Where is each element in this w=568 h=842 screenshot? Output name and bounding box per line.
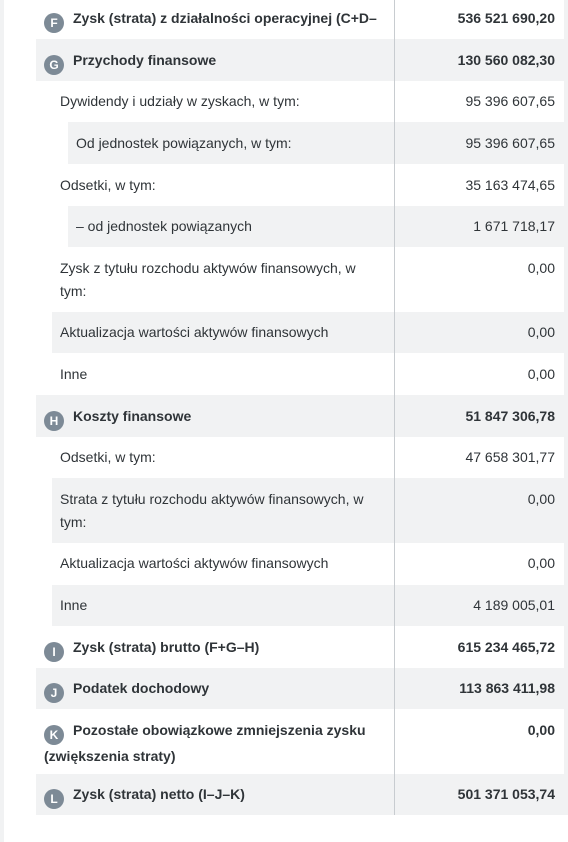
row-value: 501 371 053,74 [457,786,555,802]
row-value: 47 658 301,77 [465,449,555,465]
row-value: 95 396 607,65 [465,93,555,109]
row-label: – od jednostek powiązanych [76,218,252,234]
row-label: Zysk (strata) z działalności operacyjnej (C+D– [73,10,377,26]
row-letter-badge: J [44,683,64,703]
table-row-k [36,709,564,774]
row-label: Odsetki, w tym: [60,177,156,193]
column-divider [394,0,395,815]
table-row-h [36,395,564,437]
row-value: 0,00 [527,722,555,738]
row-value: 4 189 005,01 [473,597,555,613]
row-label: Aktualizacja wartości aktywów finansowych [60,555,329,571]
row-value: 113 863 411,98 [459,680,555,696]
table-row-cost-other [52,585,564,626]
table-row-dividends [36,81,564,122]
row-value: 0,00 [527,555,555,571]
table-row-disposal-gain [36,247,564,312]
table-row-other [36,353,564,395]
row-label: Dywidendy i udziały w zyskach, w tym: [60,93,300,109]
table-row-g [36,39,564,81]
row-label: Podatek dochodowy [73,680,210,696]
row-value: 0,00 [527,324,555,340]
table-row-f [36,0,564,36]
row-label: Pozostałe obowiązkowe zmniejszenia zysku (zwiększenia straty) [44,722,366,764]
row-label: Zysk (strata) brutto (F+G–H) [73,639,260,655]
row-label: Przychody finansowe [73,52,217,68]
table-row-cost-interest [36,437,564,478]
table-row-interest [36,164,564,206]
row-value: 0,00 [527,260,555,276]
table-row-i [36,626,564,668]
row-label: Zysk z tytułu rozchodu aktywów finansowych, w tym: [60,260,356,299]
row-value: 0,00 [527,366,555,382]
row-letter-badge: I [44,642,64,662]
row-letter-badge: F [44,13,64,33]
row-value: 95 396 607,65 [465,135,555,151]
row-value: 130 560 082,30 [457,52,555,68]
row-value: 35 163 474,65 [465,177,555,193]
table-row-dividends-related [68,122,564,164]
row-value: 615 234 465,72 [457,639,555,655]
row-label: Koszty finansowe [73,408,192,424]
row-label: Strata z tytułu rozchodu aktywów finansowych, w tym: [60,491,364,530]
row-value: 536 521 690,20 [457,10,555,26]
table-row-cost-revaluation [36,543,564,585]
row-letter-badge: H [44,411,64,431]
table-row-revaluation [52,312,564,353]
row-letter-badge: G [44,55,64,75]
row-value: 0,00 [527,491,555,507]
right-border [564,0,568,815]
left-border [0,0,4,842]
row-label: Od jednostek powiązanych, w tym: [76,135,292,151]
row-letter-badge: L [44,789,64,809]
row-label: Odsetki, w tym: [60,449,156,465]
row-value: 1 671 718,17 [473,218,555,234]
table-row-l [36,774,564,815]
table-row-disposal-loss [52,478,564,543]
row-value: 51 847 306,78 [465,408,555,424]
table-row-interest-related [68,206,564,247]
table-row-j [36,668,564,709]
row-label: Zysk (strata) netto (I–J–K) [73,786,245,802]
row-letter-badge: K [44,725,64,745]
row-label: Aktualizacja wartości aktywów finansowych [60,324,329,340]
row-label: Inne [60,366,88,382]
row-label: Inne [60,597,88,613]
